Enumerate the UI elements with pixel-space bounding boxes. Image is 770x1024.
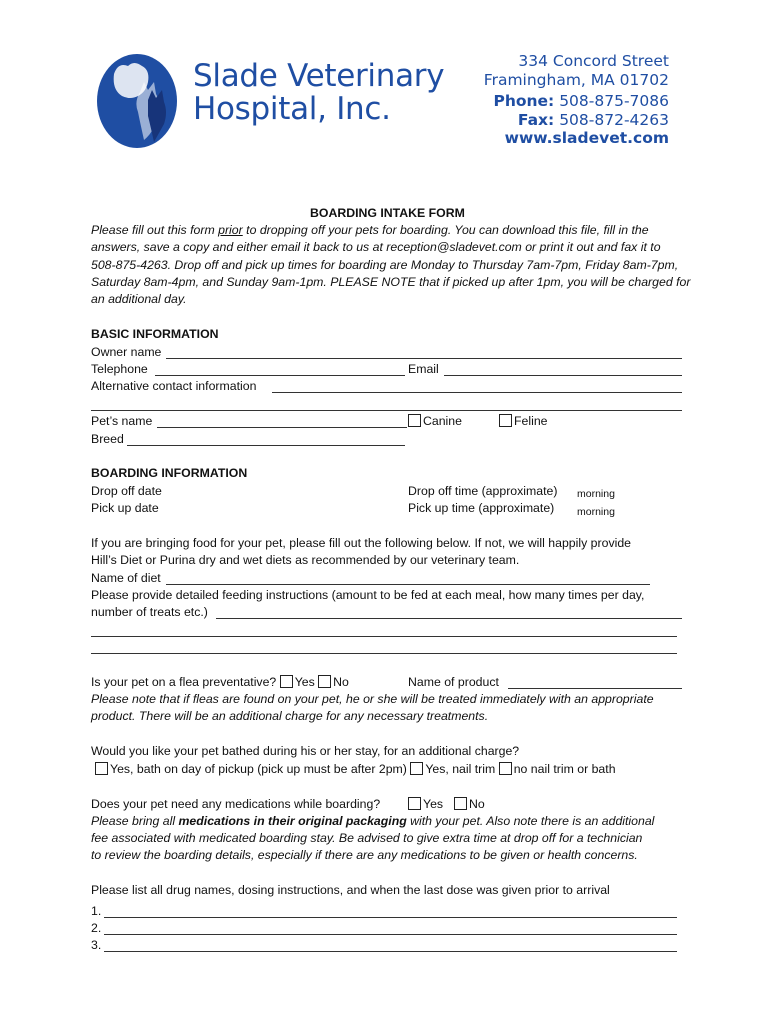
feeding-instructions-field-3[interactable] [91,653,677,654]
meds-no-option: No [454,796,485,813]
nail-trim-checkbox[interactable] [410,762,423,775]
diet-name-field[interactable] [166,584,650,585]
feline-checkbox[interactable] [499,414,512,427]
meds-no-checkbox[interactable] [454,797,467,810]
address-line2: Framingham, MA 01702 [483,70,669,89]
canine-checkbox[interactable] [408,414,421,427]
diet-name-label: Name of diet [91,571,161,585]
intro-line4: Saturday 8am-4pm, and Sunday 9am-1pm. PLEASE NOTE that if picked up after 1pm, you will be charged for [91,275,691,289]
feeding-instructions-field-2[interactable] [91,636,677,637]
alt-contact-field-2[interactable] [91,410,682,411]
drug-list-prompt: Please list all drug names, dosing instructions, and when the last dose was given prior to arrival [91,883,610,897]
drug-item-1-label: 1. [91,904,102,918]
intro-line5: an additional day. [91,292,187,306]
dropoff-time-label: Drop off time (approximate) [408,484,558,498]
basic-info-heading: BASIC INFORMATION [91,327,219,341]
flea-note-line2: product. There will be an additional charge for any necessary treatments. [91,709,489,723]
website-link[interactable]: www.sladevet.com [504,129,669,147]
hospital-logo [96,52,178,150]
pickup-time-label: Pick up time (approximate) [408,501,555,515]
owner-name-field[interactable] [166,358,682,359]
meds-note-line2: fee associated with medicated boarding stay. Be advised to give extra time at drop off for a technician [91,831,643,845]
form-title: BOARDING INTAKE FORM [310,206,465,220]
phone-number: 508-875-7086 [559,92,669,110]
hospital-name-line1: Slade Veterinary [193,58,445,94]
meds-question: Does your pet need any medications while boarding? [91,797,381,811]
bath-options: Yes, bath on day of pickup (pick up must be after 2pm) Yes, nail trim no nail trim or bath [95,761,616,778]
pet-name-label: Pet’s name [91,414,153,428]
dropoff-time-value[interactable]: morning [577,488,615,500]
intro-line3: 508-875-4263. Drop off and pick up times for boarding are Monday to Thursday 7am-7pm, Friday 8am-7pm, [91,258,679,272]
telephone-field[interactable] [155,375,405,376]
hospital-name-line2: Hospital, Inc. [193,91,391,127]
intro-line2: answers, save a copy and either email it back to us at reception@sladevet.com or print it out and fax it to [91,240,661,254]
telephone-label: Telephone [91,362,148,376]
boarding-info-heading: BOARDING INFORMATION [91,466,248,480]
pickup-time-value[interactable]: morning [577,506,615,518]
breed-label: Breed [91,432,124,446]
alt-contact-label: Alternative contact information [91,379,257,393]
email-field[interactable] [444,375,682,376]
no-trim-checkbox[interactable] [499,762,512,775]
drug-item-2-field[interactable] [104,934,677,935]
alt-contact-field[interactable] [272,392,682,393]
flea-question: Is your pet on a flea preventative? Yes No [91,675,349,689]
flea-no-checkbox[interactable] [318,675,331,688]
food-line2: Hill’s Diet or Purina dry and wet diets as recommended by our veterinary team. [91,553,520,567]
owner-name-label: Owner name [91,345,162,359]
canine-option: Canine [408,413,462,430]
intro-line1: Please fill out this form prior to dropping off your pets for boarding. You can download this file, fill in the [91,223,649,237]
flea-note-line1: Please note that if fleas are found on your pet, he or she will be treated immediately with an appropriate [91,692,654,706]
email-label: Email [408,362,439,376]
dropoff-date-label: Drop off date [91,484,162,498]
meds-yes-option: Yes [408,796,443,813]
drug-item-3-label: 3. [91,938,102,952]
feeding-instructions-field[interactable] [216,618,682,619]
meds-yes-checkbox[interactable] [408,797,421,810]
feeding-instructions-line1: Please provide detailed feeding instructions (amount to be fed at each meal, how many times per day, [91,588,645,602]
flea-product-field[interactable] [508,688,682,689]
fax-number: 508-872-4263 [559,110,669,129]
meds-note-line1: Please bring all medications in their original packaging with your pet. Also note there is an additional [91,814,655,828]
meds-note-line3: to review the boarding details, especially if there are any medications to be given or health concerns. [91,848,638,862]
flea-product-label: Name of product [408,675,499,689]
flea-yes-checkbox[interactable] [280,675,293,688]
drug-item-2-label: 2. [91,921,102,935]
contact-block [484,52,669,148]
feeding-instructions-line2: number of treats etc.) [91,605,208,619]
phone-label: Phone: [493,92,555,110]
bath-pickup-checkbox[interactable] [95,762,108,775]
fax-label: Fax: [517,110,555,129]
breed-field[interactable] [127,445,405,446]
drug-item-3-field[interactable] [104,951,677,952]
address-line1: 334 Concord Street [518,52,669,70]
pet-name-field[interactable] [157,427,407,428]
drug-item-1-field[interactable] [104,917,677,918]
pickup-date-label: Pick up date [91,501,159,515]
food-line1: If you are bringing food for your pet, please fill out the following below. If not, we will happily provide [91,536,632,550]
feline-option: Feline [499,413,548,430]
bath-question: Would you like your pet bathed during his or her stay, for an additional charge? [91,744,520,758]
